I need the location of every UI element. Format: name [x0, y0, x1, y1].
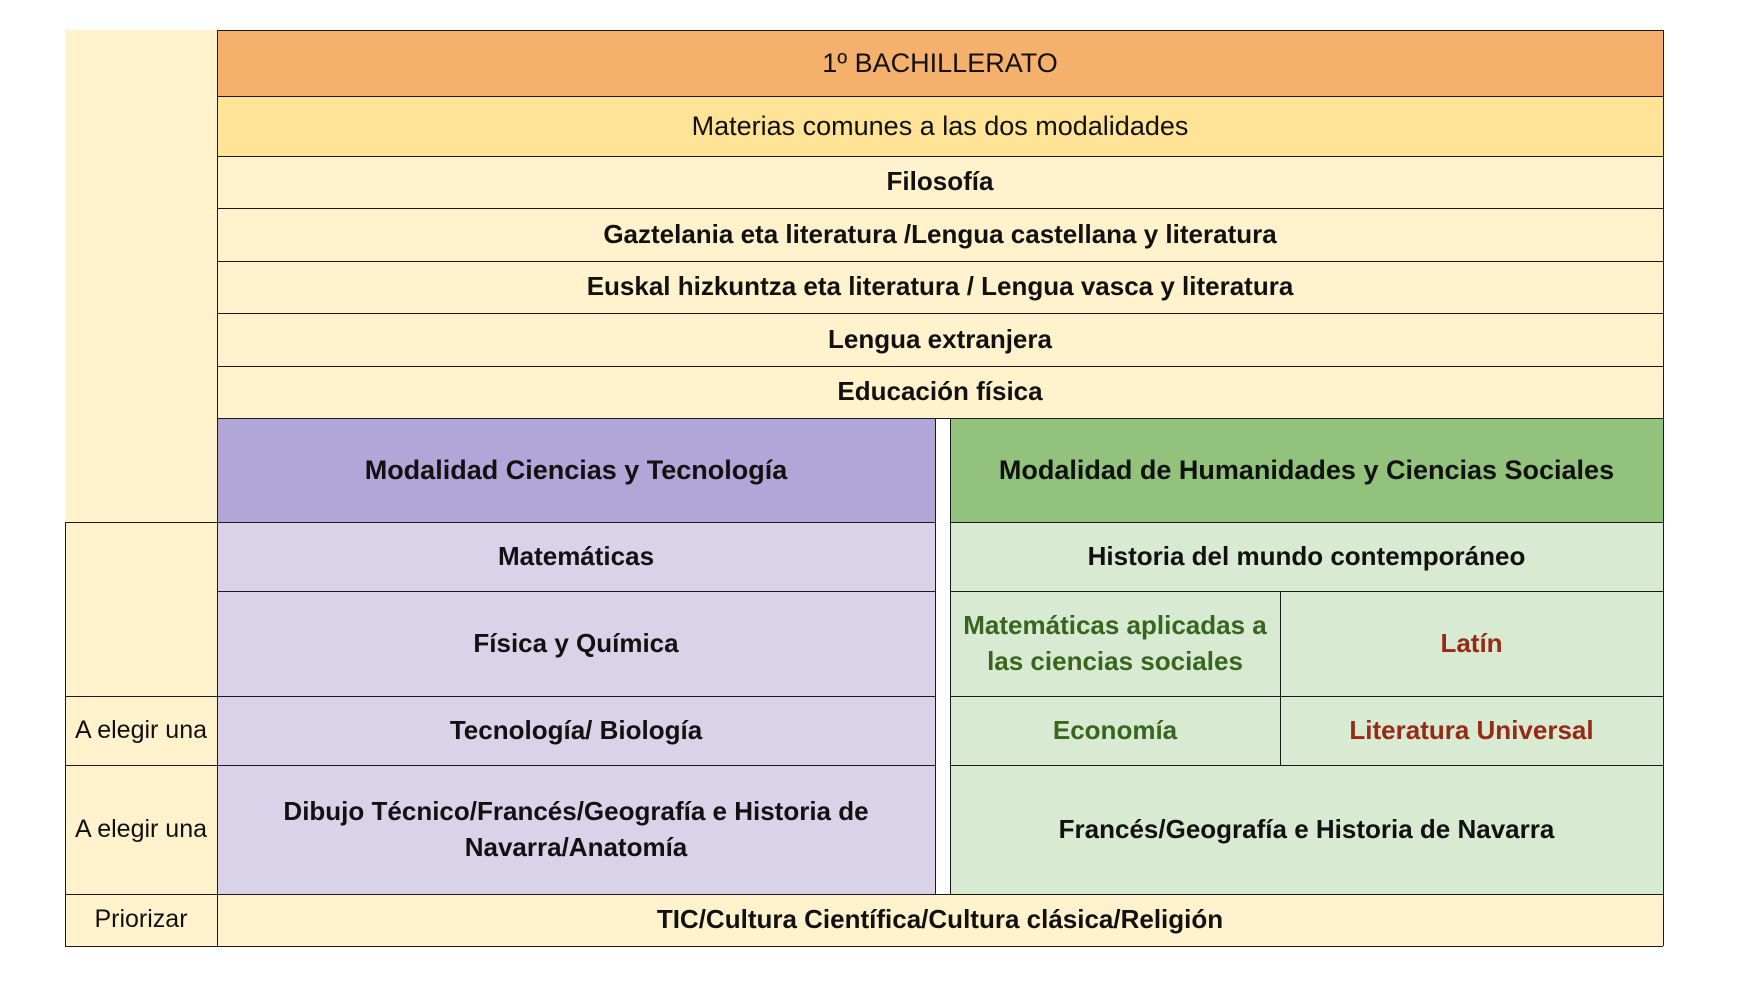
grid-line	[950, 418, 951, 894]
grid-line	[217, 30, 1663, 31]
grid-line	[217, 313, 1663, 314]
modality-separator	[935, 418, 950, 894]
grid-line	[935, 418, 936, 894]
grid-line	[217, 96, 1663, 97]
science-row-technology-biology: Tecnología/ Biología	[217, 696, 935, 765]
grid-line	[65, 894, 1663, 895]
choose-one-label-2: A elegir una	[65, 765, 217, 894]
prioritize-subjects: TIC/Cultura Científica/Cultura clásica/Religión	[217, 894, 1663, 946]
grid-line	[217, 366, 1663, 367]
grid-line	[217, 208, 1663, 209]
humanities-row-universal-literature: Literatura Universal	[1280, 696, 1663, 765]
science-modality-header: Modalidad Ciencias y Tecnología	[217, 418, 935, 522]
science-row-mathematics: Matemáticas	[217, 522, 935, 591]
grid-line	[65, 696, 935, 697]
common-subject-philosophy: Filosofía	[217, 156, 1663, 208]
grid-line	[1663, 30, 1664, 946]
humanities-modality-header: Modalidad de Humanidades y Ciencias Sociales	[950, 418, 1663, 522]
common-subject-spanish: Gaztelania eta literatura /Lengua castellana y literatura	[217, 208, 1663, 261]
table-title: 1º BACHILLERATO	[217, 30, 1663, 96]
common-subject-pe: Educación física	[217, 366, 1663, 418]
prioritize-label: Priorizar	[65, 894, 217, 946]
common-subject-basque: Euskal hizkuntza eta literatura / Lengua vasca y literatura	[217, 261, 1663, 313]
left-label-cell-core	[65, 522, 217, 696]
humanities-row-applied-math: Matemáticas aplicadas a las ciencias sociales	[950, 591, 1280, 696]
grid-line	[1280, 591, 1281, 765]
choose-one-label-1: A elegir una	[65, 696, 217, 765]
common-subject-foreign-language: Lengua extranjera	[217, 313, 1663, 366]
grid-line	[65, 765, 935, 766]
science-row-electives: Dibujo Técnico/Francés/Geografía e Historia de Navarra/Anatomía	[217, 765, 935, 894]
humanities-row-electives: Francés/Geografía e Historia de Navarra	[950, 765, 1663, 894]
grid-line	[950, 522, 1663, 523]
science-row-physics-chemistry: Física y Química	[217, 591, 935, 696]
grid-line	[217, 591, 935, 592]
left-label-cell-top	[65, 30, 217, 522]
grid-line	[65, 522, 935, 523]
grid-line	[950, 696, 1663, 697]
grid-line	[65, 946, 1663, 947]
grid-line	[217, 418, 1663, 419]
grid-line	[65, 522, 66, 946]
common-subjects-header: Materias comunes a las dos modalidades	[217, 96, 1663, 156]
grid-line	[217, 261, 1663, 262]
humanities-row-latin: Latín	[1280, 591, 1663, 696]
grid-line	[950, 765, 1663, 766]
grid-line	[950, 591, 1663, 592]
grid-line	[217, 30, 218, 946]
humanities-row-economy: Economía	[950, 696, 1280, 765]
humanities-row-history: Historia del mundo contemporáneo	[950, 522, 1663, 591]
grid-line	[217, 156, 1663, 157]
